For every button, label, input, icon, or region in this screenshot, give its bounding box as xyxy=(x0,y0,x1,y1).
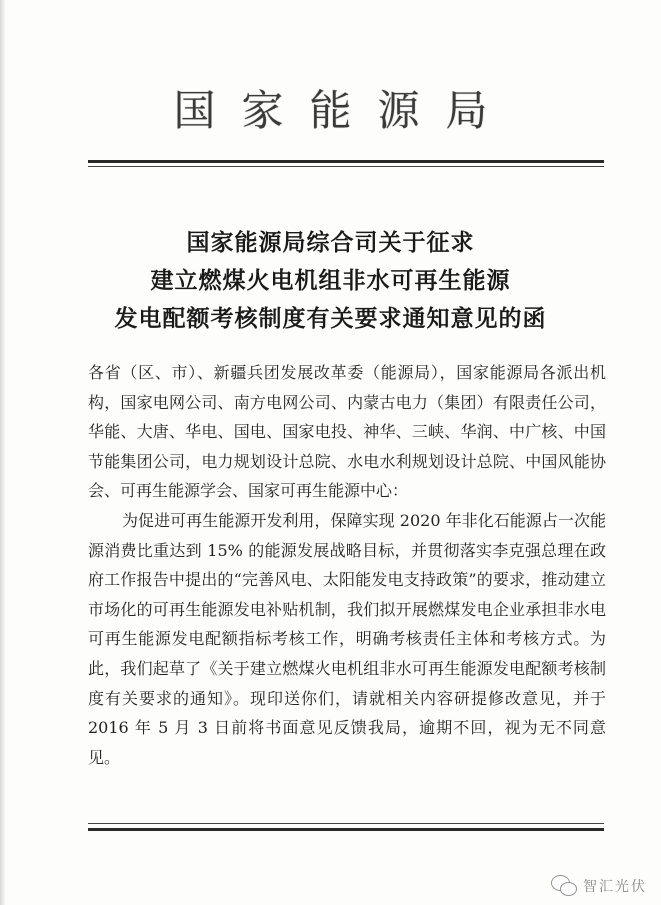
title-line-3: 发电配额考核制度有关要求通知意见的函 xyxy=(114,306,547,332)
footer-rule-thick xyxy=(88,828,604,831)
document-title xyxy=(0,224,661,338)
header-rule-thick xyxy=(88,160,604,163)
main-paragraph: 为促进可再生能源开发利用，保障实现 2020 年非化石能源占一次能源消费比重达到 15% 的能源发展战略目标，并贯彻落实李克强总理在政府工作报告中提出的“完善风电、太阳能发电支持政策”的要求，推动建立市场化的可再生能源发电补贴机制，我们拟开展燃煤发电企业承担非水电可再生能源发电配额指标考核工作，明确考核责任主体和考核方式。为此，我们起草了《关于建立燃煤火电机组非水可再生能源发电配额考核制度有关要求的通知》。现印送你们，请就相关内容研提修改意见，并于 2016 年 5 月 3 日前将书面意见反馈我局，逾期不回，视为无不同意见。 xyxy=(88,510,606,767)
title-line-2: 建立燃煤火电机组非水可再生能源 xyxy=(150,268,511,294)
watermark-text: 智汇光伏 xyxy=(583,879,647,895)
footer-rule-thin xyxy=(88,823,604,824)
addressees-paragraph: 各省（区、市）、新疆兵团发展改革委（能源局），国家能源局各派出机构，国家电网公司、南方电网公司、内蒙古电力（集团）有限责任公司，华能、大唐、华电、国电、国家电投、神华、三峡、华润、中广核、中国节能集团公司，电力规划设计总院、水电水利规划设计总院、中国风能协会、可再生能源学会、国家可再生能源中心： xyxy=(88,363,606,501)
header-rule-thin xyxy=(88,166,604,167)
watermark xyxy=(551,875,647,897)
title-line-1: 国家能源局综合司关于征求 xyxy=(186,230,475,256)
organization-header: 国家能源局 xyxy=(173,86,514,135)
wechat-icon xyxy=(551,875,577,897)
document-body xyxy=(88,358,606,772)
